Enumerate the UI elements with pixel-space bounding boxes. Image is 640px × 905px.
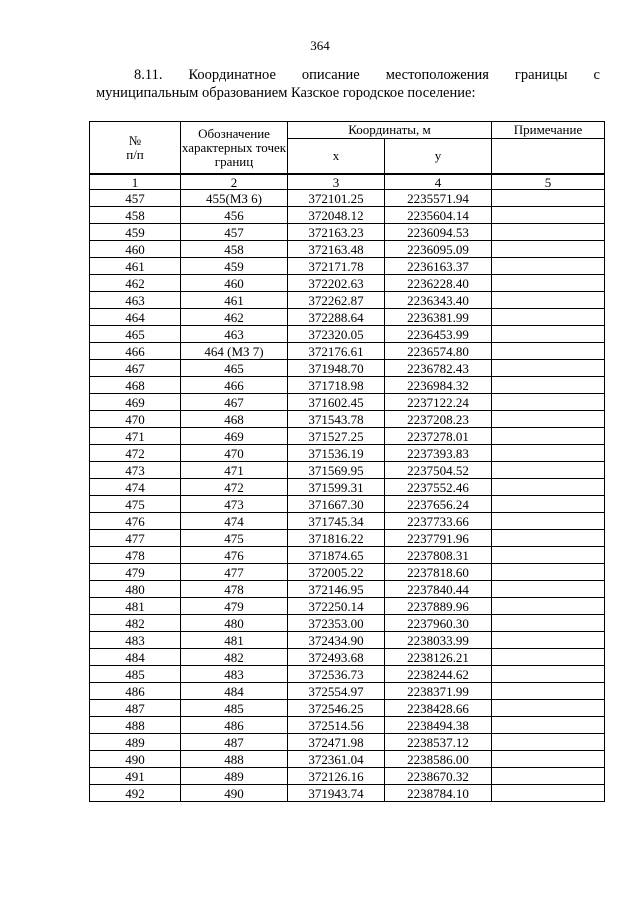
- column-number: 1: [90, 174, 181, 190]
- cell-y: 2237818.60: [385, 564, 492, 581]
- cell-y: 2238784.10: [385, 785, 492, 802]
- cell-y: 2236453.99: [385, 326, 492, 343]
- cell-row-number: 465: [90, 326, 181, 343]
- cell-x: 371602.45: [288, 394, 385, 411]
- cell-x: 372005.22: [288, 564, 385, 581]
- cell-y: 2238586.00: [385, 751, 492, 768]
- cell-x: 372171.78: [288, 258, 385, 275]
- cell-note: [492, 615, 605, 632]
- cell-y: 2237122.24: [385, 394, 492, 411]
- cell-point-designation: 481: [181, 632, 288, 649]
- table-row: [90, 224, 605, 241]
- cell-y: 2237278.01: [385, 428, 492, 445]
- cell-point-designation: 471: [181, 462, 288, 479]
- cell-row-number: 470: [90, 411, 181, 428]
- cell-x: 372471.98: [288, 734, 385, 751]
- cell-y: 2237552.46: [385, 479, 492, 496]
- cell-note: [492, 581, 605, 598]
- cell-point-designation: 488: [181, 751, 288, 768]
- column-number: 2: [181, 174, 288, 190]
- cell-point-designation: 480: [181, 615, 288, 632]
- cell-x: 371718.98: [288, 377, 385, 394]
- table-row: [90, 241, 605, 258]
- cell-note: [492, 207, 605, 224]
- cell-note: [492, 700, 605, 717]
- cell-row-number: 475: [90, 496, 181, 513]
- cell-note: [492, 496, 605, 513]
- cell-row-number: 476: [90, 513, 181, 530]
- cell-point-designation: 478: [181, 581, 288, 598]
- cell-point-designation: 470: [181, 445, 288, 462]
- cell-point-designation: 487: [181, 734, 288, 751]
- cell-point-designation: 468: [181, 411, 288, 428]
- heading-word: 8.11.: [134, 67, 163, 83]
- cell-point-designation: 458: [181, 241, 288, 258]
- cell-y: 2236228.40: [385, 275, 492, 292]
- cell-y: 2238428.66: [385, 700, 492, 717]
- cell-note: [492, 258, 605, 275]
- cell-note: [492, 666, 605, 683]
- cell-y: 2236574.80: [385, 343, 492, 360]
- cell-point-designation: 460: [181, 275, 288, 292]
- cell-y: 2236163.37: [385, 258, 492, 275]
- header-row-number: [90, 122, 181, 175]
- cell-row-number: 484: [90, 649, 181, 666]
- cell-note: [492, 632, 605, 649]
- cell-y: 2238033.99: [385, 632, 492, 649]
- cell-note: [492, 241, 605, 258]
- cell-note: [492, 224, 605, 241]
- heading-word: границы: [514, 67, 568, 83]
- cell-x: 371816.22: [288, 530, 385, 547]
- cell-x: 371745.34: [288, 513, 385, 530]
- cell-row-number: 464: [90, 309, 181, 326]
- cell-row-number: 483: [90, 632, 181, 649]
- cell-note: [492, 598, 605, 615]
- table-row: [90, 581, 605, 598]
- header-x: x: [288, 139, 385, 175]
- column-number-row: [90, 174, 605, 190]
- header-note: Примечание: [492, 122, 605, 139]
- cell-note: [492, 462, 605, 479]
- cell-x: 372434.90: [288, 632, 385, 649]
- cell-x: 372288.64: [288, 309, 385, 326]
- cell-y: 2236381.99: [385, 309, 492, 326]
- table-row: [90, 292, 605, 309]
- cell-note: [492, 513, 605, 530]
- cell-row-number: 489: [90, 734, 181, 751]
- cell-point-designation: 476: [181, 547, 288, 564]
- table-row: [90, 258, 605, 275]
- cell-y: 2238371.99: [385, 683, 492, 700]
- table-row: [90, 734, 605, 751]
- cell-x: 372101.25: [288, 190, 385, 207]
- cell-x: 371569.95: [288, 462, 385, 479]
- table-row: [90, 207, 605, 224]
- cell-note: [492, 649, 605, 666]
- cell-point-designation: 473: [181, 496, 288, 513]
- cell-note: [492, 785, 605, 802]
- cell-y: 2237393.83: [385, 445, 492, 462]
- cell-row-number: 480: [90, 581, 181, 598]
- cell-row-number: 472: [90, 445, 181, 462]
- cell-x: 372554.97: [288, 683, 385, 700]
- cell-y: 2236343.40: [385, 292, 492, 309]
- cell-point-designation: 490: [181, 785, 288, 802]
- cell-row-number: 477: [90, 530, 181, 547]
- cell-y: 2236094.53: [385, 224, 492, 241]
- cell-row-number: 462: [90, 275, 181, 292]
- cell-y: 2238126.21: [385, 649, 492, 666]
- table-row: [90, 275, 605, 292]
- table-row: [90, 564, 605, 581]
- cell-row-number: 487: [90, 700, 181, 717]
- table-row: [90, 751, 605, 768]
- table-row: [90, 462, 605, 479]
- table-row: [90, 190, 605, 207]
- cell-row-number: 473: [90, 462, 181, 479]
- cell-point-designation: 465: [181, 360, 288, 377]
- cell-row-number: 460: [90, 241, 181, 258]
- table-row: [90, 309, 605, 326]
- cell-note: [492, 343, 605, 360]
- cell-row-number: 457: [90, 190, 181, 207]
- cell-y: 2237960.30: [385, 615, 492, 632]
- heading-word: описание: [301, 67, 360, 83]
- header-y: y: [385, 139, 492, 175]
- table-row: [90, 666, 605, 683]
- cell-point-designation: 461: [181, 292, 288, 309]
- cell-y: 2237208.23: [385, 411, 492, 428]
- cell-note: [492, 377, 605, 394]
- cell-row-number: 469: [90, 394, 181, 411]
- heading-word: Координатное: [188, 67, 276, 83]
- cell-row-number: 471: [90, 428, 181, 445]
- cell-x: 372146.95: [288, 581, 385, 598]
- cell-row-number: 458: [90, 207, 181, 224]
- cell-note: [492, 768, 605, 785]
- cell-x: 372250.14: [288, 598, 385, 615]
- cell-x: 371543.78: [288, 411, 385, 428]
- cell-y: 2238537.12: [385, 734, 492, 751]
- heading-word: с: [593, 67, 600, 83]
- cell-row-number: 461: [90, 258, 181, 275]
- heading-line-2: муниципальным образованием Казское городское поселение:: [96, 85, 476, 101]
- cell-point-designation: 459: [181, 258, 288, 275]
- table-row: [90, 768, 605, 785]
- cell-point-designation: 486: [181, 717, 288, 734]
- cell-x: 372361.04: [288, 751, 385, 768]
- cell-y: 2237656.24: [385, 496, 492, 513]
- cell-note: [492, 275, 605, 292]
- heading-word: местоположения: [385, 67, 489, 83]
- cell-point-designation: 463: [181, 326, 288, 343]
- cell-note: [492, 360, 605, 377]
- section-heading: [96, 66, 600, 102]
- cell-row-number: 474: [90, 479, 181, 496]
- table-header-row: [90, 122, 605, 139]
- cell-x: 372262.87: [288, 292, 385, 309]
- cell-x: 372126.16: [288, 768, 385, 785]
- cell-x: 371943.74: [288, 785, 385, 802]
- table-row: [90, 496, 605, 513]
- table-row: [90, 394, 605, 411]
- cell-row-number: 479: [90, 564, 181, 581]
- cell-note: [492, 445, 605, 462]
- table-row: [90, 360, 605, 377]
- cell-point-designation: 485: [181, 700, 288, 717]
- cell-x: 372176.61: [288, 343, 385, 360]
- cell-y: 2238244.62: [385, 666, 492, 683]
- column-number: 4: [385, 174, 492, 190]
- coordinates-table: [89, 121, 605, 802]
- table-body: [90, 174, 605, 802]
- table-row: [90, 615, 605, 632]
- cell-point-designation: 479: [181, 598, 288, 615]
- header-note-blank: [492, 139, 605, 175]
- table-row: [90, 785, 605, 802]
- cell-x: 371599.31: [288, 479, 385, 496]
- cell-point-designation: 472: [181, 479, 288, 496]
- cell-x: 372353.00: [288, 615, 385, 632]
- cell-note: [492, 734, 605, 751]
- cell-x: 371536.19: [288, 445, 385, 462]
- header-designation: Обозначение характерных точек границ: [181, 122, 288, 175]
- table-row: [90, 445, 605, 462]
- cell-x: 372048.12: [288, 207, 385, 224]
- cell-row-number: 486: [90, 683, 181, 700]
- cell-note: [492, 292, 605, 309]
- cell-y: 2236095.09: [385, 241, 492, 258]
- cell-note: [492, 394, 605, 411]
- heading-line-1: [96, 66, 600, 84]
- cell-x: 372163.48: [288, 241, 385, 258]
- cell-point-designation: 475: [181, 530, 288, 547]
- cell-x: 372514.56: [288, 717, 385, 734]
- cell-x: 372163.23: [288, 224, 385, 241]
- column-number: 5: [492, 174, 605, 190]
- cell-y: 2237889.96: [385, 598, 492, 615]
- header-num-line1: №: [128, 132, 142, 148]
- cell-y: 2237840.44: [385, 581, 492, 598]
- cell-note: [492, 564, 605, 581]
- table-row: [90, 377, 605, 394]
- table-row: [90, 598, 605, 615]
- cell-point-designation: 474: [181, 513, 288, 530]
- cell-point-designation: 464 (МЗ 7): [181, 343, 288, 360]
- cell-note: [492, 479, 605, 496]
- cell-point-designation: 466: [181, 377, 288, 394]
- table-row: [90, 632, 605, 649]
- cell-row-number: 482: [90, 615, 181, 632]
- cell-note: [492, 190, 605, 207]
- cell-x: 371874.65: [288, 547, 385, 564]
- table-row: [90, 428, 605, 445]
- cell-row-number: 467: [90, 360, 181, 377]
- cell-note: [492, 428, 605, 445]
- table-row: [90, 343, 605, 360]
- cell-row-number: 468: [90, 377, 181, 394]
- table-row: [90, 326, 605, 343]
- cell-point-designation: 489: [181, 768, 288, 785]
- cell-y: 2237504.52: [385, 462, 492, 479]
- table-row: [90, 547, 605, 564]
- table-row: [90, 649, 605, 666]
- cell-y: 2235604.14: [385, 207, 492, 224]
- cell-point-designation: 462: [181, 309, 288, 326]
- cell-row-number: 481: [90, 598, 181, 615]
- cell-point-designation: 483: [181, 666, 288, 683]
- cell-x: 372546.25: [288, 700, 385, 717]
- table-row: [90, 513, 605, 530]
- cell-note: [492, 683, 605, 700]
- cell-point-designation: 457: [181, 224, 288, 241]
- cell-row-number: 491: [90, 768, 181, 785]
- cell-row-number: 459: [90, 224, 181, 241]
- cell-y: 2237808.31: [385, 547, 492, 564]
- table-row: [90, 479, 605, 496]
- cell-note: [492, 751, 605, 768]
- cell-y: 2238494.38: [385, 717, 492, 734]
- cell-row-number: 485: [90, 666, 181, 683]
- table-row: [90, 530, 605, 547]
- cell-point-designation: 484: [181, 683, 288, 700]
- cell-row-number: 490: [90, 751, 181, 768]
- cell-x: 371948.70: [288, 360, 385, 377]
- cell-x: 371527.25: [288, 428, 385, 445]
- cell-y: 2237733.66: [385, 513, 492, 530]
- cell-row-number: 488: [90, 717, 181, 734]
- cell-y: 2238670.32: [385, 768, 492, 785]
- header-coordinates: Координаты, м: [288, 122, 492, 139]
- cell-row-number: 478: [90, 547, 181, 564]
- cell-note: [492, 411, 605, 428]
- cell-point-designation: 482: [181, 649, 288, 666]
- column-number: 3: [288, 174, 385, 190]
- cell-x: 372536.73: [288, 666, 385, 683]
- table-row: [90, 700, 605, 717]
- cell-row-number: 466: [90, 343, 181, 360]
- table-row: [90, 683, 605, 700]
- cell-note: [492, 309, 605, 326]
- cell-point-designation: 467: [181, 394, 288, 411]
- cell-x: 372320.05: [288, 326, 385, 343]
- table-row: [90, 717, 605, 734]
- cell-x: 372202.63: [288, 275, 385, 292]
- cell-y: 2236984.32: [385, 377, 492, 394]
- cell-note: [492, 326, 605, 343]
- cell-note: [492, 717, 605, 734]
- cell-note: [492, 547, 605, 564]
- cell-point-designation: 469: [181, 428, 288, 445]
- cell-y: 2237791.96: [385, 530, 492, 547]
- cell-point-designation: 477: [181, 564, 288, 581]
- page-number: 364: [310, 38, 330, 53]
- cell-x: 371667.30: [288, 496, 385, 513]
- cell-row-number: 492: [90, 785, 181, 802]
- cell-x: 372493.68: [288, 649, 385, 666]
- cell-row-number: 463: [90, 292, 181, 309]
- cell-y: 2236782.43: [385, 360, 492, 377]
- header-num-line2: п/п: [126, 146, 144, 162]
- cell-y: 2235571.94: [385, 190, 492, 207]
- cell-point-designation: 455(МЗ 6): [181, 190, 288, 207]
- cell-note: [492, 530, 605, 547]
- table-row: [90, 411, 605, 428]
- cell-point-designation: 456: [181, 207, 288, 224]
